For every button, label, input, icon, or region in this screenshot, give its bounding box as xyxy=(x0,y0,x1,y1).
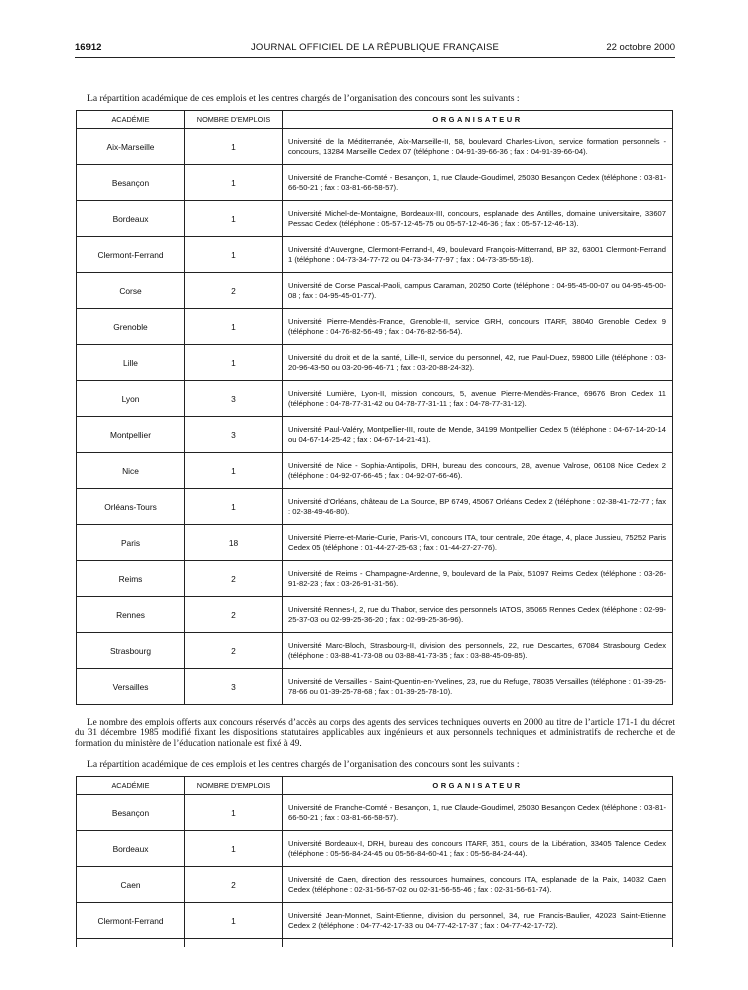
header-nombre-emplois: NOMBRE D’EMPLOIS xyxy=(185,111,283,129)
header-rule xyxy=(75,57,675,58)
nombre-cell: 2 xyxy=(185,633,283,669)
intro-text-2: La répartition académique de ces emplois et les centres chargés de l’organisation des concours sont les suivants : xyxy=(87,759,520,770)
table-row xyxy=(77,489,673,525)
body-paragraph: Le nombre des emplois offerts aux concours réservés d’accès au corps des agents des services techniques ouverts en 2000 au titre de l’article 171-1 du décret du 31 décembre 1985 modifié fixant les dispositions statutaires applicables aux ingénieurs et aux personnels techniques et administratifs de recherche et de formation du ministère de l’éducation nationale est fixé à 49. xyxy=(75,718,675,749)
organisateur-cell: Université d’Orléans, château de La Source, BP 6749, 45067 Orléans Cedex 2 (téléphone : 02-38-41-72-77 ; fax : 02-38-49-46-80). xyxy=(283,489,673,525)
academie-cell: Paris xyxy=(77,525,185,561)
table-row xyxy=(77,795,673,831)
header-academie: ACADÉMIE xyxy=(77,111,185,129)
nombre-cell: 1 xyxy=(185,165,283,201)
page-number: 16912 xyxy=(75,42,102,53)
header-organisateur: ORGANISATEUR xyxy=(283,777,673,795)
organisateur-cell: Université Lumière, Lyon-II, mission concours, 5, avenue Pierre-Mendès-France, 69676 Bron Cedex 11 (téléphone : 04-78-77-31-42 ou 04-78-77-31-11 ; fax : 04-78-77-31-12). xyxy=(283,381,673,417)
nombre-cell: 3 xyxy=(185,381,283,417)
header-nombre-emplois: NOMBRE D’EMPLOIS xyxy=(185,777,283,795)
academie-cell: Lille xyxy=(77,345,185,381)
academie-cell: Strasbourg xyxy=(77,633,185,669)
nombre-cell: 3 xyxy=(185,417,283,453)
table-header-row xyxy=(77,111,673,129)
table-row xyxy=(77,129,673,165)
table-row xyxy=(77,417,673,453)
table-row xyxy=(77,237,673,273)
nombre-cell: 1 xyxy=(185,831,283,867)
academie-cell: Nice xyxy=(77,453,185,489)
organisateur-cell: Université de Franche-Comté - Besançon, 1, rue Claude-Goudimel, 25030 Besançon Cedex (téléphone : 03-81-66-50-21 ; fax : 03-81-66-58-57). xyxy=(283,165,673,201)
nombre-cell: 18 xyxy=(185,525,283,561)
table-row xyxy=(77,201,673,237)
organisateur-cell: Université Jean-Monnet, Saint-Etienne, division du personnel, 34, rue Francis-Baulier, 42023 Saint-Etienne Cedex 2 (téléphone : 04-77-42-17-33 ou 04-77-42-17-37 ; fax : 04-77-42-17-72). xyxy=(283,903,673,939)
journal-title: JOURNAL OFFICIEL DE LA RÉPUBLIQUE FRANÇAISE xyxy=(250,42,500,53)
academie-cell: Caen xyxy=(77,867,185,903)
intro-text-1: La répartition académique de ces emplois et les centres chargés de l’organisation des concours sont les suivants : xyxy=(87,93,520,104)
nombre-cell: 2 xyxy=(185,597,283,633)
organisateur-cell: Université de Caen, direction des ressources humaines, concours ITA, esplanade de la Paix, 14032 Caen Cedex (téléphone : 02-31-56-57-02 ou 02-31-56-55-46 ; fax : 02-31-56-61-74). xyxy=(283,867,673,903)
table-row xyxy=(77,669,673,705)
table-row xyxy=(77,831,673,867)
nombre-cell: 1 xyxy=(185,489,283,525)
table-row xyxy=(77,309,673,345)
organisateur-cell: Université Rennes-I, 2, rue du Thabor, service des personnels IATOS, 35065 Rennes Cedex (téléphone : 02-99-25-37-03 ou 02-99-25-36-20 ; fax : 02-99-25-36-96). xyxy=(283,597,673,633)
organisateur-cell: Université de Corse Pascal-Paoli, campus Caraman, 20250 Corte (téléphone : 04-95-45-00-07 ou 04-95-45-00-08 ; fax : 04-95-45-01-77). xyxy=(283,273,673,309)
organisateur-cell: Université Pierre-Mendès-France, Grenoble-II, service GRH, concours ITARF, 38040 Grenoble Cedex 9 (téléphone : 04-76-82-56-49 ; fax : 04-76-82-56-54). xyxy=(283,309,673,345)
table-row xyxy=(77,903,673,939)
organisateur-cell: Université de Reims - Champagne-Ardenne, 9, boulevard de la Paix, 51097 Reims Cedex (téléphone : 03-26-91-82-23 ; fax : 03-26-91-31-56). xyxy=(283,561,673,597)
organisateur-cell: Université Pierre-et-Marie-Curie, Paris-VI, concours ITA, tour centrale, 20e étage, 4, place Jussieu, 75252 Paris Cedex 05 (téléphone : 01-44-27-25-63 ; fax : 01-44-27-27-76). xyxy=(283,525,673,561)
page-header xyxy=(75,42,675,56)
academie-cell: Clermont-Ferrand xyxy=(77,237,185,273)
academie-cell: Montpellier xyxy=(77,417,185,453)
table-row xyxy=(77,525,673,561)
nombre-cell: 1 xyxy=(185,129,283,165)
nombre-cell: 1 xyxy=(185,309,283,345)
nombre-cell: 1 xyxy=(185,345,283,381)
empty-cell xyxy=(283,939,673,948)
nombre-cell: 2 xyxy=(185,273,283,309)
table-row xyxy=(77,633,673,669)
organisateur-cell: Université de Nice - Sophia-Antipolis, DRH, bureau des concours, 28, avenue Valrose, 06108 Nice Cedex 2 (téléphone : 04-92-07-66-45 ; fax : 04-92-07-66-46). xyxy=(283,453,673,489)
nombre-cell: 1 xyxy=(185,201,283,237)
organisateur-cell: Université de la Méditerranée, Aix-Marseille-II, 58, boulevard Charles-Livon, service formation personnels - concours, 13284 Marseille Cedex 07 (téléphone : 04-91-39-66-36 ; fax : 04-91-39-66-04). xyxy=(283,129,673,165)
academie-cell: Rennes xyxy=(77,597,185,633)
organisateur-cell: Université Paul-Valéry, Montpellier-III, route de Mende, 34199 Montpellier Cedex 5 (téléphone : 04-67-14-20-14 ou 04-67-14-25-42 ; fax : 04-67-14-21-41). xyxy=(283,417,673,453)
organisateur-cell: Université Marc-Bloch, Strasbourg-II, division des personnels, 22, rue Descartes, 67084 Strasbourg Cedex (téléphone : 03-88-41-73-08 ou 03-88-41-73-35 ; fax : 03-88-45-09-85). xyxy=(283,633,673,669)
organisateur-cell: Université d’Auvergne, Clermont-Ferrand-I, 49, boulevard François-Mitterrand, BP 32, 63001 Clermont-Ferrand 1 (téléphone : 04-73-34-77-72 ou 04-73-34-77-97 ; fax : 04-73-35-55-18). xyxy=(283,237,673,273)
nombre-cell: 3 xyxy=(185,669,283,705)
nombre-cell: 2 xyxy=(185,561,283,597)
table-row xyxy=(77,561,673,597)
academie-cell: Reims xyxy=(77,561,185,597)
table-row xyxy=(77,867,673,903)
organisateur-cell: Université de Versailles - Saint-Quentin-en-Yvelines, 23, rue du Refuge, 78035 Versailles (téléphone : 01-39-25-78-66 ou 01-39-25-78-68 ; fax : 01-39-25-78-10). xyxy=(283,669,673,705)
academie-cell: Grenoble xyxy=(77,309,185,345)
organisateur-cell: Université de Franche-Comté - Besançon, 1, rue Claude-Goudimel, 25030 Besançon Cedex (téléphone : 03-81-66-50-21 ; fax : 03-81-66-58-57). xyxy=(283,795,673,831)
academie-cell: Corse xyxy=(77,273,185,309)
table-continuation-row xyxy=(77,939,673,948)
academie-cell: Lyon xyxy=(77,381,185,417)
table-row xyxy=(77,453,673,489)
academie-cell: Aix-Marseille xyxy=(77,129,185,165)
publication-date: 22 octobre 2000 xyxy=(606,42,675,53)
nombre-cell: 2 xyxy=(185,867,283,903)
academie-cell: Clermont-Ferrand xyxy=(77,903,185,939)
nombre-cell: 1 xyxy=(185,795,283,831)
empty-cell xyxy=(185,939,283,948)
academie-cell: Bordeaux xyxy=(77,201,185,237)
academie-cell: Versailles xyxy=(77,669,185,705)
header-academie: ACADÉMIE xyxy=(77,777,185,795)
academie-cell: Besançon xyxy=(77,795,185,831)
nombre-cell: 1 xyxy=(185,237,283,273)
academie-cell: Orléans-Tours xyxy=(77,489,185,525)
organisateur-cell: Université Michel-de-Montaigne, Bordeaux-III, concours, esplanade des Antilles, domaine universitaire, 33607 Pessac Cedex (téléphone : 05-57-12-45-75 ou 05-57-12-46-36 ; fax : 05-57-12-46-13). xyxy=(283,201,673,237)
allocation-table-2 xyxy=(76,776,673,947)
organisateur-cell: Université Bordeaux-I, DRH, bureau des concours ITARF, 351, cours de la Libération, 33405 Talence Cedex (téléphone : 05-56-84-24-45 ou 05-56-84-60-41 ; fax : 05-56-84-24-44). xyxy=(283,831,673,867)
table-row xyxy=(77,345,673,381)
table-row xyxy=(77,165,673,201)
allocation-table-1 xyxy=(76,110,673,705)
empty-cell xyxy=(77,939,185,948)
nombre-cell: 1 xyxy=(185,453,283,489)
table-row xyxy=(77,273,673,309)
organisateur-cell: Université du droit et de la santé, Lille-II, service du personnel, 42, rue Paul-Duez, 59800 Lille (téléphone : 03-20-96-43-50 ou 03-20-96-46-71 ; fax : 03-20-88-24-32). xyxy=(283,345,673,381)
table-row xyxy=(77,381,673,417)
table-header-row xyxy=(77,777,673,795)
nombre-cell: 1 xyxy=(185,903,283,939)
academie-cell: Bordeaux xyxy=(77,831,185,867)
header-organisateur: ORGANISATEUR xyxy=(283,111,673,129)
table-row xyxy=(77,597,673,633)
academie-cell: Besançon xyxy=(77,165,185,201)
